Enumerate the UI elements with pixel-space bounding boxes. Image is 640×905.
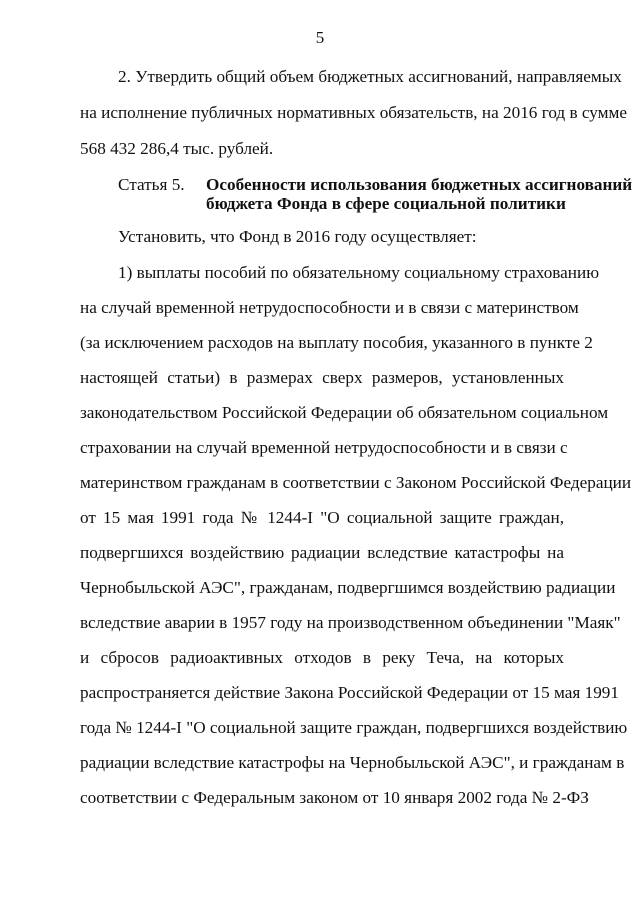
item1-line-7: материнством гражданам в соответствии с Законом Российской Федерации: [80, 473, 632, 492]
item1-line-6: страховании на случай временной нетрудоспособности и в связи с: [80, 438, 568, 457]
item2-line-1: 2. Утвердить общий объем бюджетных ассигнований, направляемых: [118, 67, 622, 86]
item1-line-13: распространяется действие Закона Российской Федерации от 15 мая 1991: [80, 683, 619, 702]
intro-paragraph: Установить, что Фонд в 2016 году осуществляет:: [118, 227, 477, 246]
page-number: 5: [315, 28, 325, 47]
item1-line-14: года № 1244-I "О социальной защите граждан, подвергшихся воздействию: [80, 718, 628, 737]
item1-line-11: вследствие аварии в 1957 году на производственном объединении "Маяк": [80, 613, 621, 632]
item1-line-4: настоящей статьи) в размерах сверх размеров, установленных: [80, 368, 564, 387]
article-label: Статья 5.: [118, 175, 185, 194]
item1-line-5: законодательством Российской Федерации об обязательном социальном: [80, 403, 609, 422]
item1-line-8: от 15 мая 1991 года № 1244-I "О социальной защите граждан,: [80, 508, 564, 527]
item1-line-12: и сбросов радиоактивных отходов в реку Теча, на которых: [80, 648, 564, 667]
item1-line-1: 1) выплаты пособий по обязательному социальному страхованию: [118, 263, 600, 282]
item1-line-3: (за исключением расходов на выплату пособия, указанного в пункте 2: [80, 333, 593, 352]
item2-line-3: 568 432 286,4 тыс. рублей.: [80, 139, 274, 158]
item1-line-16: соответствии с Федеральным законом от 10 января 2002 года № 2-ФЗ: [80, 788, 589, 807]
article-title-line-1: Особенности использования бюджетных ассигнований: [206, 175, 633, 194]
item1-line-2: на случай временной нетрудоспособности и в связи с материнством: [80, 298, 579, 317]
article-title-line-2: бюджета Фонда в сфере социальной политики: [206, 194, 566, 213]
item1-line-9: подвергшихся воздействию радиации вследствие катастрофы на: [80, 543, 564, 562]
item1-line-10: Чернобыльской АЭС", гражданам, подвергшимся воздействию радиации: [80, 578, 616, 597]
item2-line-2: на исполнение публичных нормативных обязательств, на 2016 год в сумме: [80, 103, 628, 122]
item1-line-15: радиации вследствие катастрофы на Чернобыльской АЭС", и гражданам в: [80, 753, 625, 772]
